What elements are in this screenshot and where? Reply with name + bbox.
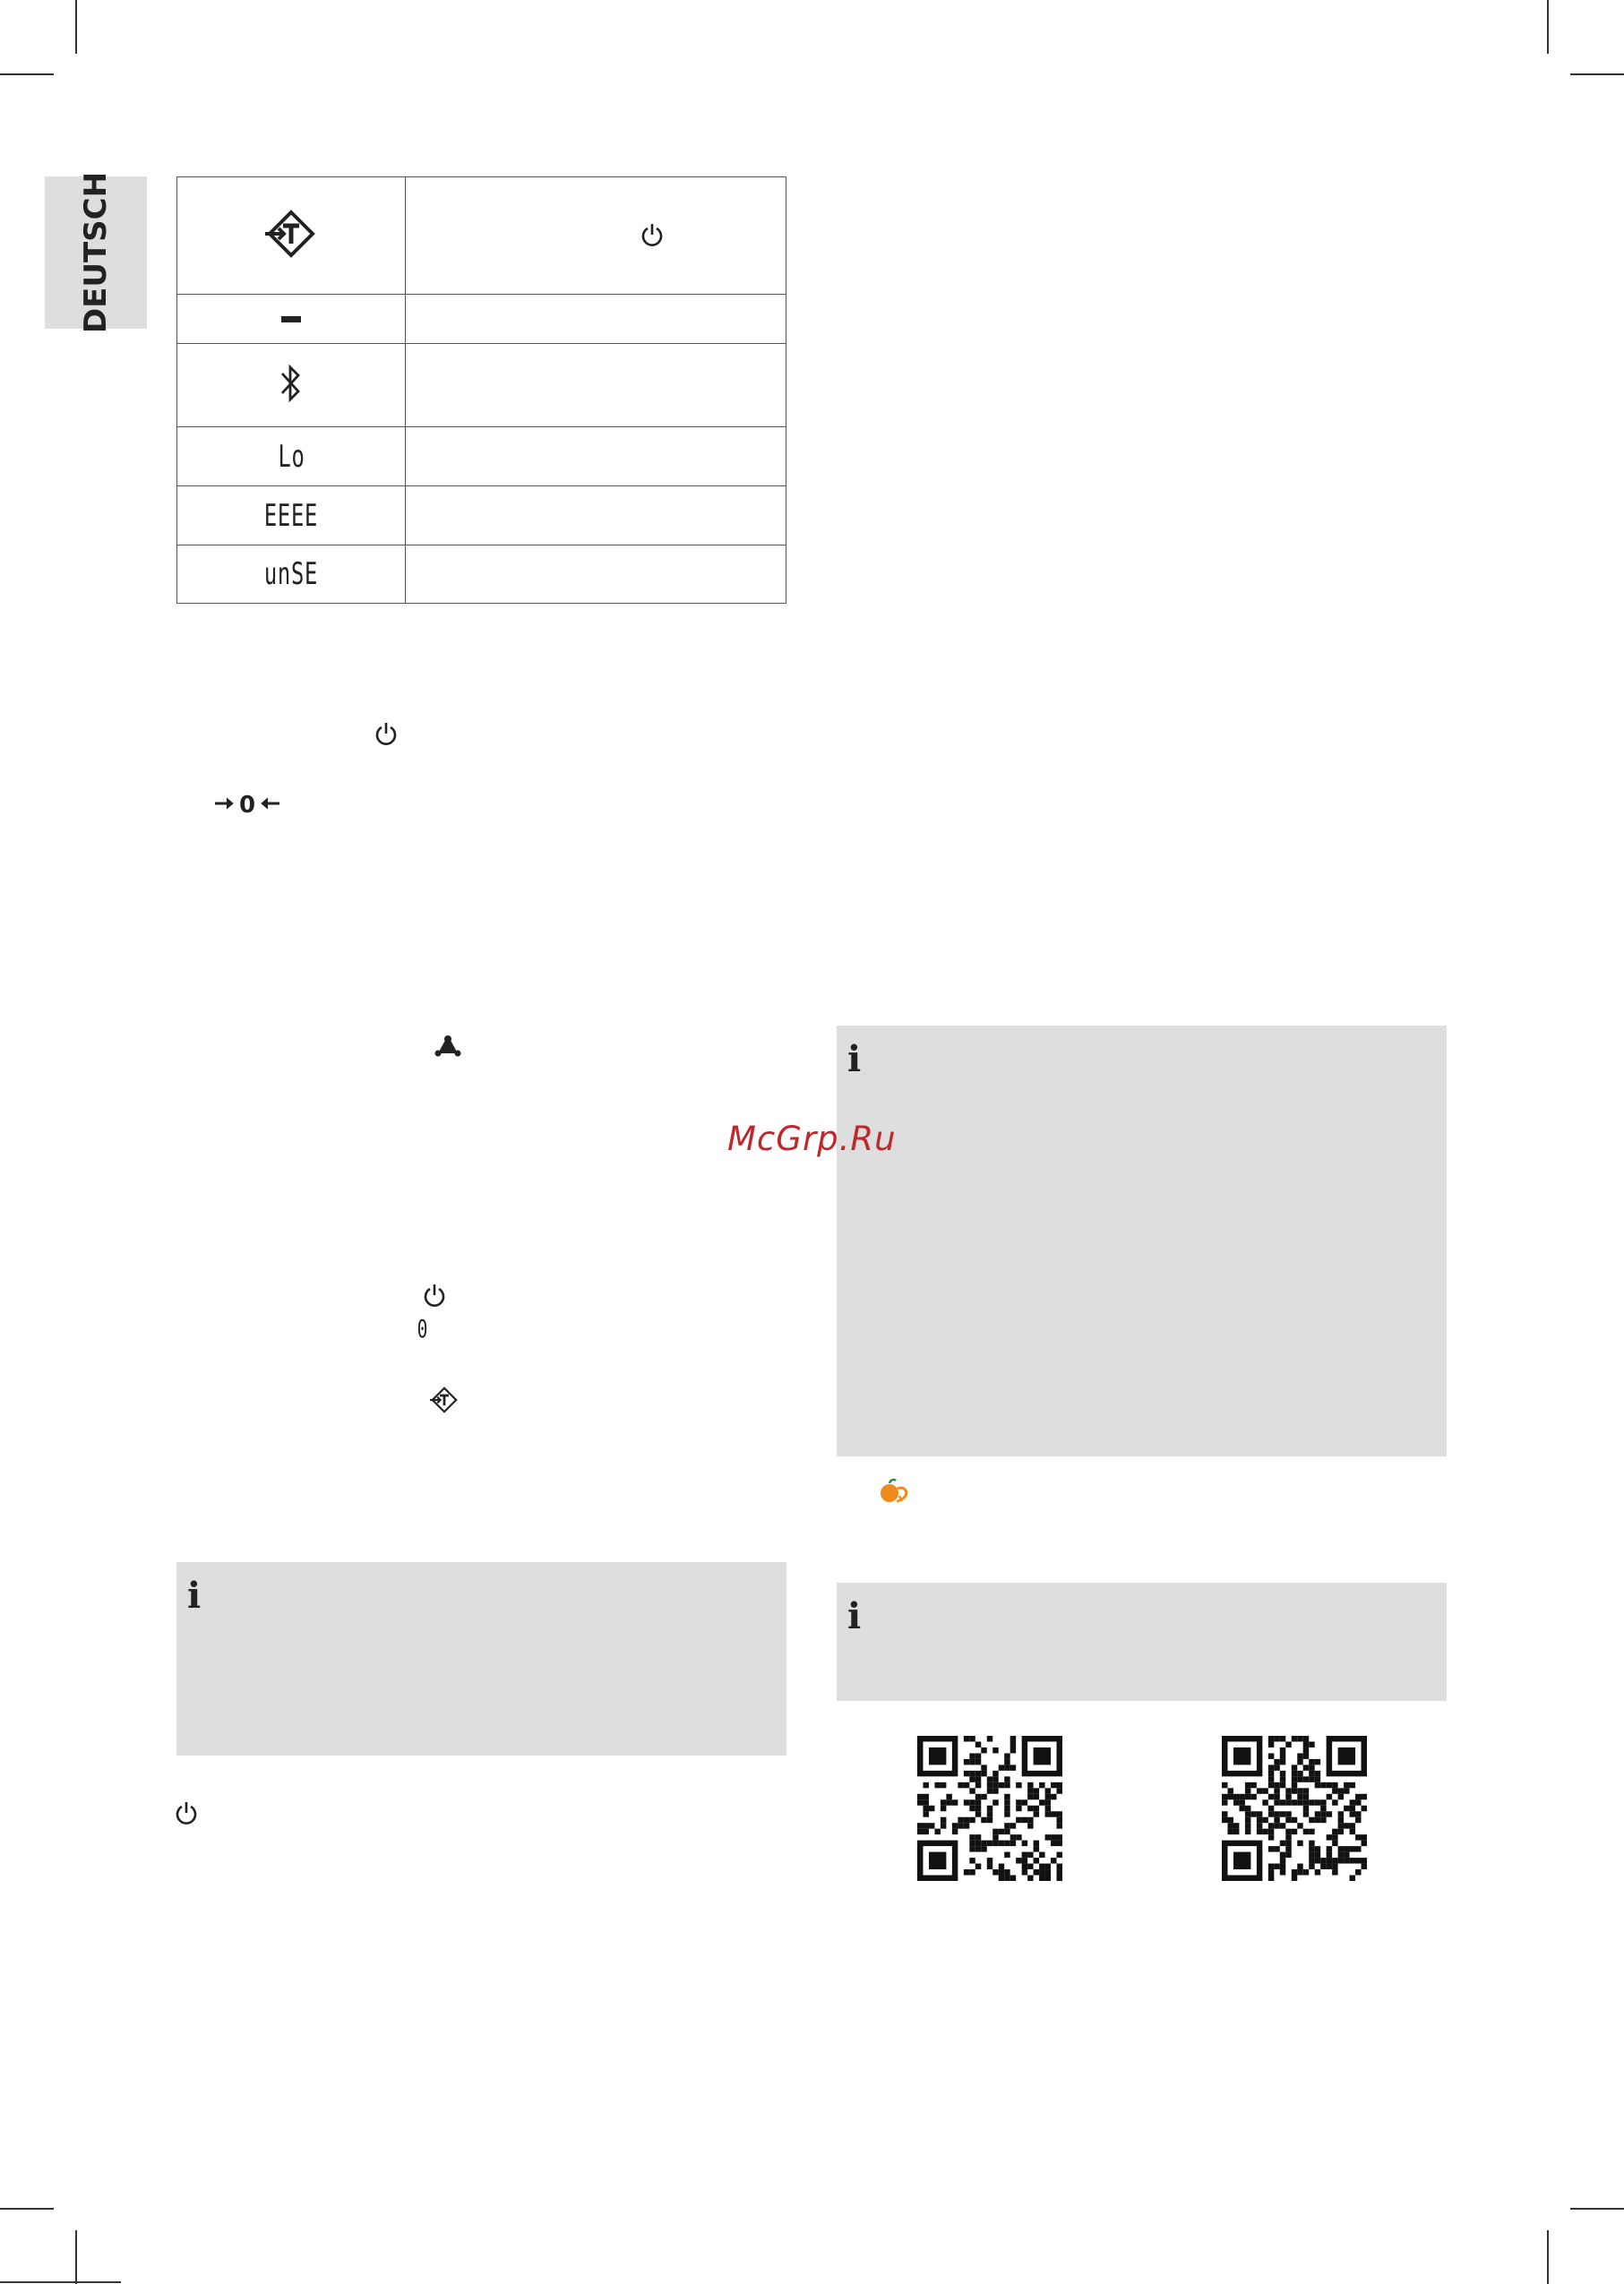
table-cell-icon	[177, 295, 406, 344]
info-box	[837, 1583, 1447, 1701]
table-row	[177, 344, 786, 427]
feet-icon	[434, 1034, 461, 1057]
display-unse-icon: unSE	[263, 556, 319, 592]
svg-text:0: 0	[239, 792, 256, 817]
table-cell-icon	[177, 427, 406, 486]
power-icon	[374, 721, 398, 746]
table-cell-icon	[177, 177, 406, 295]
table-cell-icon	[177, 486, 406, 545]
crop-mark	[75, 2230, 77, 2284]
info-icon: i	[847, 1595, 862, 1637]
crop-mark	[75, 0, 77, 54]
crop-mark	[0, 2281, 121, 2283]
table-row	[177, 427, 786, 486]
table-row	[177, 177, 786, 295]
crop-mark	[1570, 2208, 1624, 2210]
minus-icon	[281, 316, 301, 322]
table-cell-icon	[177, 344, 406, 427]
zero-arrows-icon	[213, 790, 281, 817]
table-row	[177, 545, 786, 604]
table-cell-description	[406, 177, 786, 295]
qr-code	[1222, 1736, 1367, 1881]
display-lo-icon: Lo	[277, 438, 305, 475]
tare-icon	[430, 1386, 459, 1414]
table-cell-description	[406, 545, 786, 604]
display-zero-icon: 0	[417, 1314, 429, 1344]
power-icon	[423, 1283, 446, 1308]
crop-mark	[1547, 2230, 1549, 2284]
crop-mark	[1570, 73, 1624, 75]
crop-mark	[0, 73, 54, 75]
power-icon	[640, 222, 664, 247]
watermark: McGrp.Ru	[727, 1120, 897, 1158]
language-tab	[45, 171, 147, 334]
table-row	[177, 486, 786, 545]
bluetooth-icon	[279, 361, 303, 406]
table-row	[177, 295, 786, 344]
table-cell-description	[406, 295, 786, 344]
display-eeee-icon: EEEE	[263, 497, 319, 534]
info-box	[176, 1562, 786, 1756]
language-tab-label: DEUTSCH	[78, 171, 114, 334]
crop-mark	[1547, 0, 1549, 54]
power-icon	[175, 1800, 198, 1825]
table-cell-description	[406, 427, 786, 486]
eco-icon	[878, 1478, 912, 1505]
info-box	[837, 1026, 1447, 1456]
info-icon: i	[187, 1575, 202, 1617]
qr-code	[917, 1736, 1062, 1881]
table-cell-description	[406, 344, 786, 427]
table-cell-icon	[177, 545, 406, 604]
symbol-table	[176, 176, 786, 604]
crop-mark	[0, 2208, 54, 2210]
table-cell-description	[406, 486, 786, 545]
info-icon: i	[847, 1038, 862, 1080]
tare-icon	[265, 208, 317, 260]
